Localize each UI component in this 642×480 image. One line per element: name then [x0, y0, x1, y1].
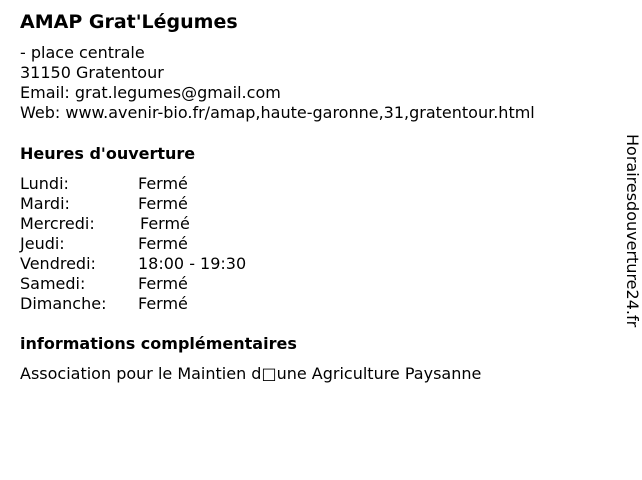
hours-value: Fermé	[138, 274, 188, 293]
hours-row-thursday	[20, 234, 420, 254]
day-label: Jeudi:	[20, 234, 65, 253]
hours-row-wednesday	[20, 214, 420, 234]
hours-value: 18:00 - 19:30	[138, 254, 247, 273]
site-watermark: Horairesdouverture24.fr	[623, 134, 642, 328]
address-block	[20, 43, 535, 123]
hours-row-saturday	[20, 274, 420, 294]
hours-value: Fermé	[138, 174, 188, 193]
hours-row-tuesday	[20, 194, 420, 214]
opening-hours-table	[20, 174, 420, 314]
day-label: Mardi:	[20, 194, 70, 213]
additional-info-heading: informations complémentaires	[20, 334, 297, 353]
hours-row-monday	[20, 174, 420, 194]
web-line: Web: www.avenir-bio.fr/amap,haute-garonne,31,gratentour.html	[20, 103, 535, 122]
address-line-street: - place centrale	[20, 43, 145, 62]
email-line: Email: grat.legumes@gmail.com	[20, 83, 281, 102]
hours-value: Fermé	[138, 294, 188, 313]
day-label: Vendredi:	[20, 254, 96, 273]
day-label: Dimanche:	[20, 294, 107, 313]
business-name: AMAP Grat'Légumes	[20, 11, 238, 33]
hours-value: Fermé	[140, 214, 190, 233]
opening-hours-heading: Heures d'ouverture	[20, 144, 196, 163]
hours-row-sunday	[20, 294, 420, 314]
additional-info-text: Association pour le Maintien d□une Agriculture Paysanne	[20, 364, 482, 383]
day-label: Lundi:	[20, 174, 69, 193]
day-label: Samedi:	[20, 274, 86, 293]
hours-value: Fermé	[138, 234, 188, 253]
address-line-city: 31150 Gratentour	[20, 63, 164, 82]
hours-value: Fermé	[138, 194, 188, 213]
day-label: Mercredi:	[20, 214, 95, 233]
hours-row-friday	[20, 254, 420, 274]
